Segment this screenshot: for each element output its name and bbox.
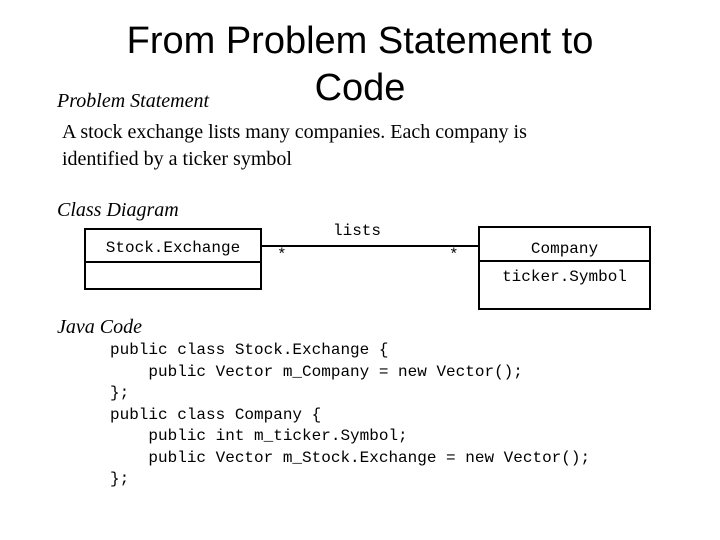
left-multiplicity: * bbox=[277, 246, 287, 264]
stock-exchange-class-name: Stock.Exchange bbox=[105, 239, 241, 257]
code-line: public class Company { bbox=[110, 405, 322, 424]
slide-title-line1: From Problem Statement to bbox=[126, 20, 594, 62]
stock-exchange-class-box bbox=[84, 228, 262, 290]
code-line: public Vector m_Stock.Exchange = new Vector(); bbox=[110, 448, 591, 467]
stock-exchange-compartment-divider bbox=[86, 261, 260, 263]
code-line: public Vector m_Company = new Vector(); bbox=[110, 362, 523, 381]
company-compartment-divider bbox=[480, 260, 649, 262]
class-diagram-heading: Class Diagram bbox=[57, 199, 179, 221]
problem-statement-line-1: A stock exchange lists many companies. Each company is bbox=[62, 121, 527, 143]
java-code-block bbox=[110, 340, 590, 491]
company-attribute: ticker.Symbol bbox=[502, 268, 627, 286]
association-label: lists bbox=[333, 222, 382, 240]
java-code-heading: Java Code bbox=[57, 316, 142, 338]
problem-statement-line-2: identified by a ticker symbol bbox=[62, 148, 292, 170]
code-line: }; bbox=[110, 384, 130, 402]
company-class-box bbox=[478, 226, 651, 310]
company-class-name: Company bbox=[530, 240, 599, 258]
code-line: }; bbox=[110, 470, 130, 488]
code-line: public int m_ticker.Symbol; bbox=[110, 427, 408, 445]
right-multiplicity: * bbox=[449, 246, 459, 264]
code-line: public class Stock.Exchange { bbox=[110, 341, 389, 359]
problem-statement-heading: Problem Statement bbox=[57, 90, 210, 112]
slide-title-line2: Code bbox=[314, 67, 406, 109]
